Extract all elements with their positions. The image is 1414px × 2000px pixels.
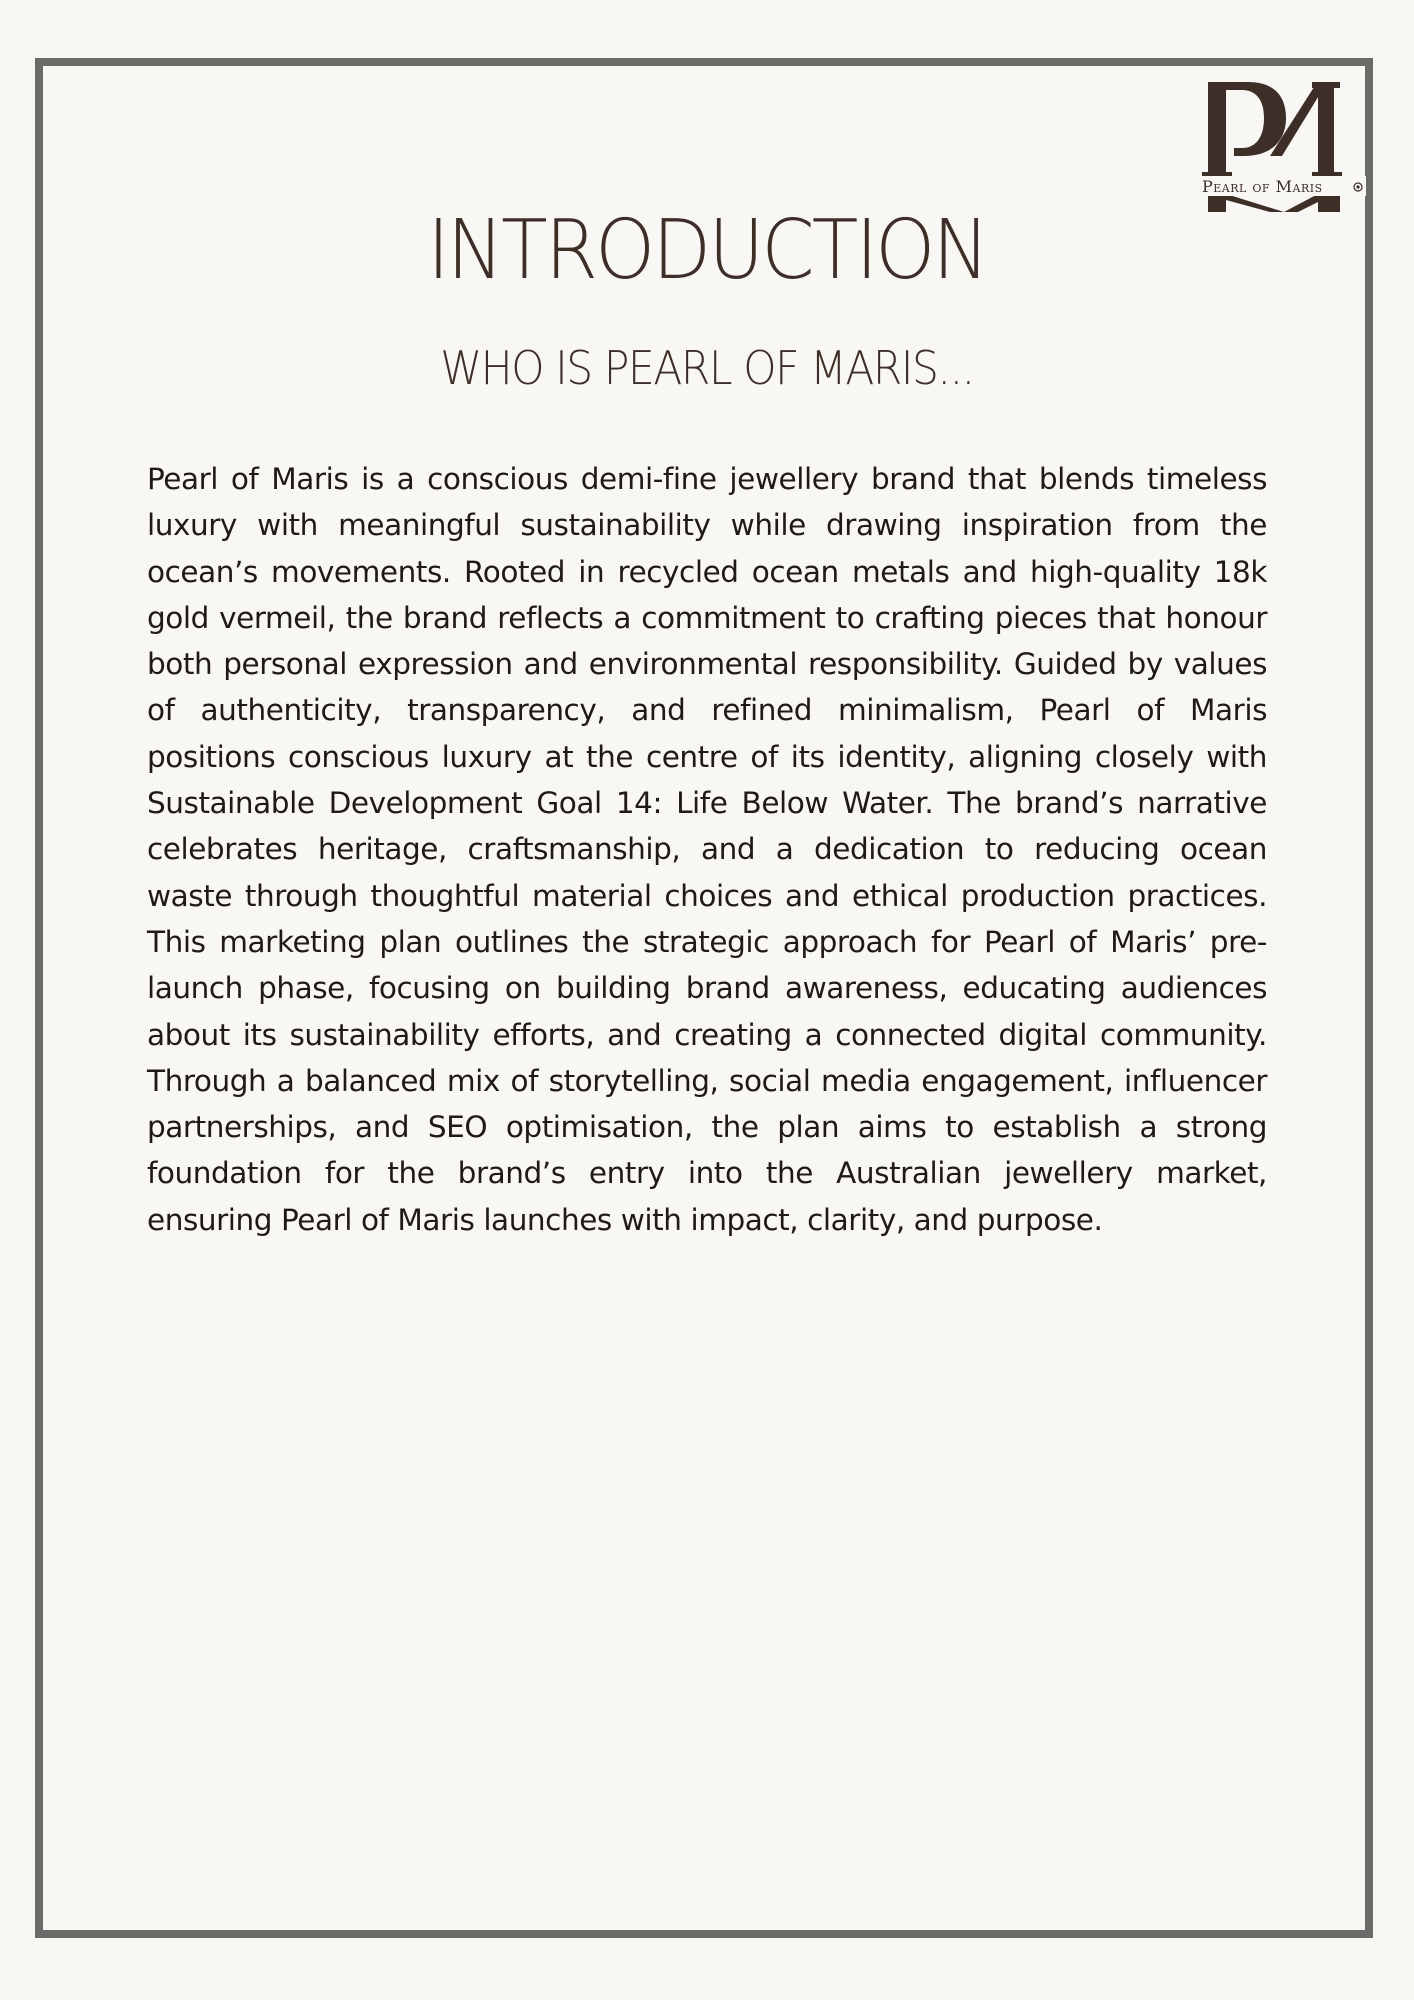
pearl-of-maris-logo [1200,76,1366,212]
logo-wordmark: Pearl of Maris [1202,177,1323,196]
page-subtitle: WHO IS PEARL OF MARIS... [440,341,974,395]
intro-paragraph: Pearl of Maris is a conscious demi-fine jewellery brand that blends timeless luxury with meaningful sustainability while drawing inspiration from the ocean’s movements. Rooted in recycled ocean metals and high-quality 18k gold vermeil, the brand reflects a commitment to crafting pieces that honour both personal expression and environmental responsibility. Guided by values of authenticity, transparency, and refined minimalism, Pearl of Maris positions conscious luxury at the centre of its identity, aligning closely with Sustainable Development Goal 14: Life Below Water. The brand’s narrative celebrates heritage, craftsmanship, and a dedication to reducing ocean waste through thoughtful material choices and ethical production practices. This marketing plan outlines the strategic approach for Pearl of Maris’ pre-launch phase, focusing on building brand awareness, educating audiences about its sustainability efforts, and creating a connected digital community. Through a balanced mix of storytelling, social media engagement, influencer partnerships, and SEO optimisation, the plan aims to establish a strong foundation for the brand’s entry into the Australian jewellery market, ensuring Pearl of Maris launches with impact, clarity, and purpose. [147,462,1267,1237]
page-title: INTRODUCTION [427,203,987,298]
